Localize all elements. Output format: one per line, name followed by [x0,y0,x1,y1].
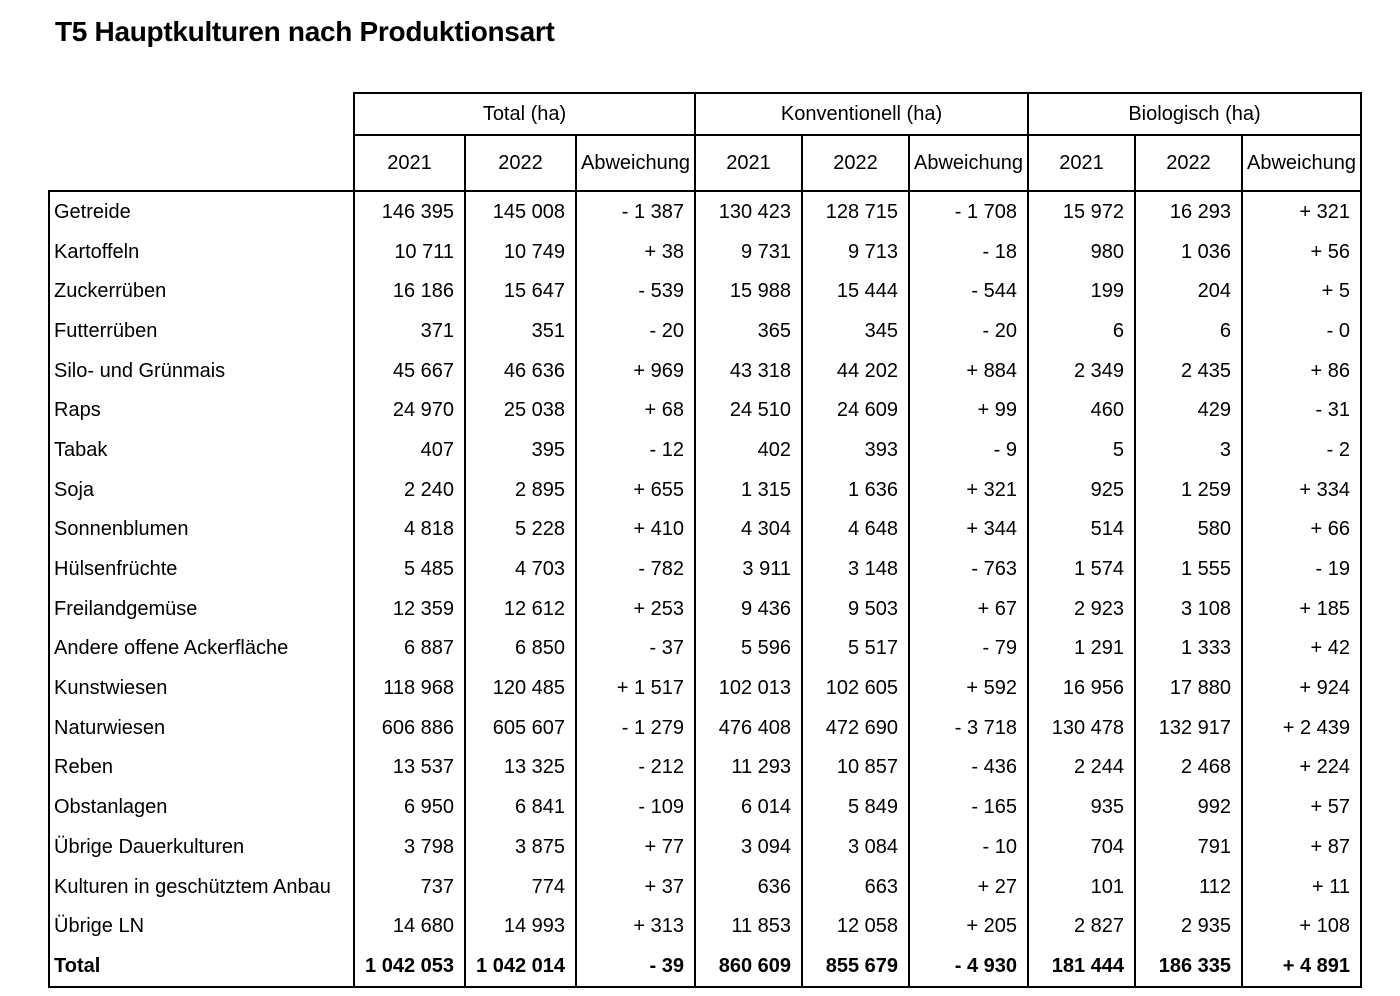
cell-conventional-2021: 24 510 [695,390,802,430]
row-label: Hülsenfrüchte [49,549,354,589]
cell-conventional-deviation: - 10 [909,827,1028,867]
cell-conventional-2021: 43 318 [695,351,802,391]
cell-organic-2021: 199 [1028,271,1135,311]
cell-organic-2021: 1 574 [1028,549,1135,589]
col-header-2022: 2022 [1135,135,1242,191]
cell-total-deviation: - 782 [576,549,695,589]
cell-total-deviation: - 212 [576,748,695,788]
row-label: Raps [49,390,354,430]
col-header-2022: 2022 [465,135,576,191]
row-label: Zuckerrüben [49,271,354,311]
cell-total-2022: 14 993 [465,906,576,946]
cell-total-2022: 351 [465,311,576,351]
cell-total-deviation: - 1 279 [576,708,695,748]
cell-total-2022: 3 875 [465,827,576,867]
cell-conventional-deviation: + 884 [909,351,1028,391]
cell-total-2022: 5 228 [465,510,576,550]
cell-organic-2022: 16 293 [1135,191,1242,232]
cell-organic-deviation: + 5 [1242,271,1361,311]
cell-conventional-deviation: - 165 [909,787,1028,827]
cell-total-deviation: - 539 [576,271,695,311]
cell-conventional-2022: 15 444 [802,271,909,311]
cell-total-2021: 6 950 [354,787,465,827]
cell-total-deviation: - 1 387 [576,191,695,232]
col-header-deviation: Abweichung [576,135,695,191]
col-header-deviation: Abweichung [909,135,1028,191]
cell-organic-2022: 580 [1135,510,1242,550]
cell-organic-deviation: - 0 [1242,311,1361,351]
cell-total-2022: 1 042 014 [465,946,576,987]
cell-organic-deviation: - 2 [1242,430,1361,470]
cell-conventional-deviation: + 99 [909,390,1028,430]
cell-total-2021: 606 886 [354,708,465,748]
cell-total-2021: 24 970 [354,390,465,430]
cell-organic-2022: 112 [1135,867,1242,907]
cell-organic-deviation: + 86 [1242,351,1361,391]
cell-organic-deviation: + 42 [1242,629,1361,669]
cell-organic-deviation: + 57 [1242,787,1361,827]
cell-organic-2022: 1 259 [1135,470,1242,510]
cell-total-2021: 737 [354,867,465,907]
cell-organic-2022: 791 [1135,827,1242,867]
cell-total-deviation: + 313 [576,906,695,946]
cell-conventional-2021: 860 609 [695,946,802,987]
cell-total-2021: 14 680 [354,906,465,946]
cell-conventional-2021: 3 911 [695,549,802,589]
cell-conventional-2022: 102 605 [802,668,909,708]
cell-organic-2021: 181 444 [1028,946,1135,987]
row-label: Reben [49,748,354,788]
cell-organic-deviation: - 19 [1242,549,1361,589]
cell-conventional-2022: 855 679 [802,946,909,987]
cell-conventional-deviation: + 344 [909,510,1028,550]
cell-organic-2022: 2 935 [1135,906,1242,946]
cell-total-2021: 371 [354,311,465,351]
row-label: Kunstwiesen [49,668,354,708]
cell-organic-deviation: + 224 [1242,748,1361,788]
cell-organic-2021: 514 [1028,510,1135,550]
cell-organic-deviation: + 2 439 [1242,708,1361,748]
cell-total-2022: 6 841 [465,787,576,827]
cell-conventional-2021: 402 [695,430,802,470]
cell-conventional-2021: 9 731 [695,232,802,272]
cell-conventional-2021: 11 853 [695,906,802,946]
cell-conventional-2021: 9 436 [695,589,802,629]
cell-organic-2021: 460 [1028,390,1135,430]
cell-organic-2022: 1 333 [1135,629,1242,669]
row-label: Tabak [49,430,354,470]
cell-total-2021: 10 711 [354,232,465,272]
cell-total-deviation: + 68 [576,390,695,430]
table-row [49,668,1361,708]
group-header-organic: Biologisch (ha) [1028,93,1361,135]
cell-organic-2021: 925 [1028,470,1135,510]
table-row [49,787,1361,827]
table-row [49,430,1361,470]
table-row [49,191,1361,232]
cell-organic-2021: 2 827 [1028,906,1135,946]
cell-organic-2021: 5 [1028,430,1135,470]
cell-total-2022: 774 [465,867,576,907]
cell-conventional-deviation: - 763 [909,549,1028,589]
cell-organic-2022: 204 [1135,271,1242,311]
cell-organic-2021: 6 [1028,311,1135,351]
cell-total-2021: 146 395 [354,191,465,232]
row-label: Naturwiesen [49,708,354,748]
cell-total-2022: 6 850 [465,629,576,669]
cell-total-deviation: - 37 [576,629,695,669]
cell-conventional-2021: 636 [695,867,802,907]
table-row [49,867,1361,907]
cell-conventional-2021: 1 315 [695,470,802,510]
cell-total-2022: 25 038 [465,390,576,430]
cell-conventional-deviation: + 27 [909,867,1028,907]
cell-total-deviation: - 109 [576,787,695,827]
cell-total-deviation: + 410 [576,510,695,550]
cell-conventional-2021: 102 013 [695,668,802,708]
table-row [49,510,1361,550]
cell-conventional-2022: 393 [802,430,909,470]
row-label: Obstanlagen [49,787,354,827]
table-row [49,629,1361,669]
cell-conventional-deviation: + 67 [909,589,1028,629]
cell-organic-deviation: + 56 [1242,232,1361,272]
group-header-conventional: Konventionell (ha) [695,93,1028,135]
cell-organic-2022: 1 555 [1135,549,1242,589]
cell-conventional-2022: 24 609 [802,390,909,430]
cell-total-deviation: + 38 [576,232,695,272]
cell-conventional-deviation: + 321 [909,470,1028,510]
cell-conventional-2021: 5 596 [695,629,802,669]
cell-conventional-2022: 9 713 [802,232,909,272]
cell-total-deviation: + 655 [576,470,695,510]
cell-total-2022: 120 485 [465,668,576,708]
cell-total-2021: 6 887 [354,629,465,669]
cell-organic-deviation: + 66 [1242,510,1361,550]
cell-total-2022: 605 607 [465,708,576,748]
cell-conventional-2021: 6 014 [695,787,802,827]
cell-conventional-deviation: - 544 [909,271,1028,311]
cell-total-2021: 16 186 [354,271,465,311]
cell-organic-2022: 992 [1135,787,1242,827]
cell-total-2022: 2 895 [465,470,576,510]
cell-conventional-deviation: - 3 718 [909,708,1028,748]
cell-conventional-2022: 44 202 [802,351,909,391]
row-label: Soja [49,470,354,510]
row-label: Übrige LN [49,906,354,946]
cell-organic-deviation: + 321 [1242,191,1361,232]
cell-organic-2022: 132 917 [1135,708,1242,748]
cell-conventional-2022: 345 [802,311,909,351]
row-label: Kulturen in geschütztem Anbau [49,867,354,907]
cell-organic-2021: 15 972 [1028,191,1135,232]
cell-conventional-2021: 15 988 [695,271,802,311]
cell-conventional-deviation: - 79 [909,629,1028,669]
cell-conventional-deviation: + 205 [909,906,1028,946]
cell-conventional-2022: 472 690 [802,708,909,748]
corner-cell [49,93,354,135]
group-header-total: Total (ha) [354,93,695,135]
cell-organic-2021: 2 349 [1028,351,1135,391]
cell-conventional-2022: 663 [802,867,909,907]
row-label: Getreide [49,191,354,232]
table-row [49,906,1361,946]
cell-organic-2022: 1 036 [1135,232,1242,272]
cell-organic-deviation: + 4 891 [1242,946,1361,987]
cell-conventional-2022: 3 148 [802,549,909,589]
cell-organic-2021: 935 [1028,787,1135,827]
cell-total-2021: 407 [354,430,465,470]
table-row [49,232,1361,272]
col-header-2022: 2022 [802,135,909,191]
cell-conventional-deviation: - 436 [909,748,1028,788]
cell-conventional-deviation: - 20 [909,311,1028,351]
sub-header-row [49,135,1361,191]
cell-total-2022: 395 [465,430,576,470]
row-label: Total [49,946,354,987]
table-row [49,549,1361,589]
cell-conventional-2022: 1 636 [802,470,909,510]
cell-organic-deviation: + 108 [1242,906,1361,946]
cell-conventional-deviation: + 592 [909,668,1028,708]
cell-organic-2022: 429 [1135,390,1242,430]
cell-conventional-2021: 130 423 [695,191,802,232]
cell-organic-deviation: - 31 [1242,390,1361,430]
cell-organic-deviation: + 924 [1242,668,1361,708]
row-label: Andere offene Ackerfläche [49,629,354,669]
row-label: Freilandgemüse [49,589,354,629]
cell-total-2022: 46 636 [465,351,576,391]
cell-conventional-2022: 3 084 [802,827,909,867]
cell-total-deviation: - 12 [576,430,695,470]
table-row [49,748,1361,788]
cell-organic-2021: 1 291 [1028,629,1135,669]
cell-organic-2022: 6 [1135,311,1242,351]
cell-organic-2021: 130 478 [1028,708,1135,748]
page-title: T5 Hauptkulturen nach Produktionsart [55,16,555,47]
cell-total-2022: 4 703 [465,549,576,589]
cell-conventional-2022: 128 715 [802,191,909,232]
table-row [49,351,1361,391]
cell-conventional-deviation: - 4 930 [909,946,1028,987]
group-header-row [49,93,1361,135]
cell-organic-2021: 980 [1028,232,1135,272]
cell-total-deviation: - 20 [576,311,695,351]
cell-total-deviation: + 37 [576,867,695,907]
cell-conventional-deviation: - 18 [909,232,1028,272]
col-header-2021: 2021 [1028,135,1135,191]
cell-total-2021: 13 537 [354,748,465,788]
cell-total-2022: 15 647 [465,271,576,311]
cell-conventional-deviation: - 1 708 [909,191,1028,232]
row-label: Futterrüben [49,311,354,351]
cell-organic-deviation: + 334 [1242,470,1361,510]
cell-total-2021: 3 798 [354,827,465,867]
table-row [49,271,1361,311]
cell-organic-2022: 2 468 [1135,748,1242,788]
cell-conventional-2022: 12 058 [802,906,909,946]
cell-organic-2022: 2 435 [1135,351,1242,391]
cell-total-2021: 2 240 [354,470,465,510]
table-total-row [49,946,1361,987]
table-row [49,470,1361,510]
cell-organic-deviation: + 185 [1242,589,1361,629]
cell-organic-2021: 704 [1028,827,1135,867]
cell-total-2021: 45 667 [354,351,465,391]
cell-conventional-2022: 10 857 [802,748,909,788]
cell-total-deviation: + 1 517 [576,668,695,708]
cell-organic-2022: 3 108 [1135,589,1242,629]
cell-organic-2021: 2 923 [1028,589,1135,629]
cell-organic-2022: 186 335 [1135,946,1242,987]
cell-total-2022: 13 325 [465,748,576,788]
cell-total-deviation: - 39 [576,946,695,987]
cell-conventional-2022: 5 849 [802,787,909,827]
cell-organic-2022: 3 [1135,430,1242,470]
table-row [49,311,1361,351]
cell-conventional-2021: 476 408 [695,708,802,748]
row-label: Übrige Dauerkulturen [49,827,354,867]
cell-organic-2022: 17 880 [1135,668,1242,708]
cell-total-2021: 4 818 [354,510,465,550]
cell-organic-2021: 101 [1028,867,1135,907]
col-header-2021: 2021 [354,135,465,191]
cell-total-deviation: + 253 [576,589,695,629]
table-row [49,589,1361,629]
cell-total-2022: 10 749 [465,232,576,272]
cell-organic-deviation: + 11 [1242,867,1361,907]
cell-conventional-2021: 3 094 [695,827,802,867]
row-label: Kartoffeln [49,232,354,272]
table-row [49,708,1361,748]
cell-conventional-2021: 11 293 [695,748,802,788]
table-row [49,827,1361,867]
cell-total-2021: 1 042 053 [354,946,465,987]
corner-cell [49,135,354,191]
cell-total-deviation: + 77 [576,827,695,867]
cell-conventional-2021: 4 304 [695,510,802,550]
cell-organic-deviation: + 87 [1242,827,1361,867]
cell-total-2022: 12 612 [465,589,576,629]
cell-conventional-2022: 4 648 [802,510,909,550]
cell-conventional-2022: 9 503 [802,589,909,629]
cell-total-deviation: + 969 [576,351,695,391]
cell-organic-2021: 2 244 [1028,748,1135,788]
cell-conventional-2022: 5 517 [802,629,909,669]
col-header-2021: 2021 [695,135,802,191]
cell-total-2021: 12 359 [354,589,465,629]
col-header-deviation: Abweichung [1242,135,1361,191]
cell-conventional-deviation: - 9 [909,430,1028,470]
cell-organic-2021: 16 956 [1028,668,1135,708]
cell-total-2021: 5 485 [354,549,465,589]
table-row [49,390,1361,430]
cell-conventional-2021: 365 [695,311,802,351]
crop-table [48,92,1362,988]
row-label: Silo- und Grünmais [49,351,354,391]
cell-total-2022: 145 008 [465,191,576,232]
row-label: Sonnenblumen [49,510,354,550]
cell-total-2021: 118 968 [354,668,465,708]
